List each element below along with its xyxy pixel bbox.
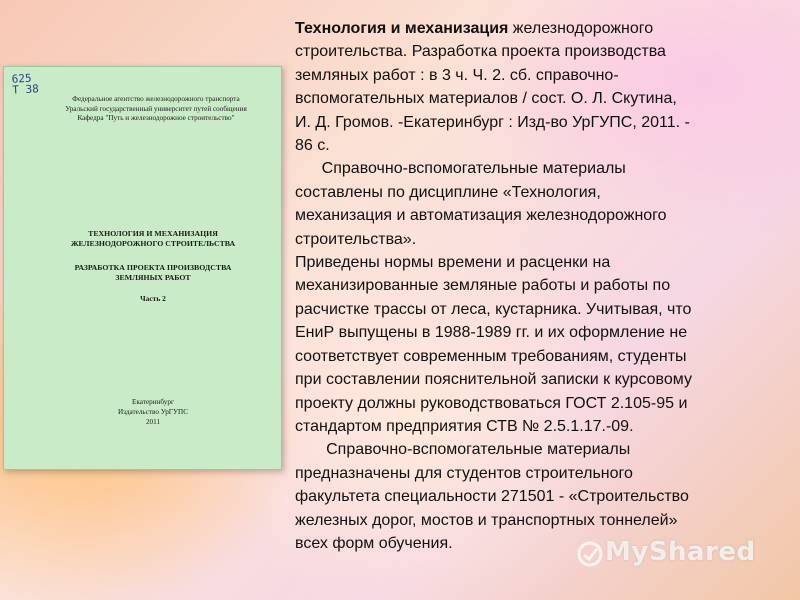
cover-subtitle-line: РАЗРАБОТКА ПРОЕКТА ПРОИЗВОДСТВА <box>74 263 232 272</box>
cover-footer-line: Издательство УрГУПС <box>117 408 189 416</box>
text-line: строительства. Разработка проекта производства <box>295 43 666 61</box>
cover-header-line: Федеральное агентство железнодорожного транспорта <box>72 95 240 103</box>
cover-part: Часть 2 <box>140 294 166 303</box>
description-text <box>295 17 795 555</box>
cover-header-line: Уральский государственный университет путей сообщения <box>65 104 247 113</box>
cover-subtitle <box>38 263 268 283</box>
text-line: механизированные земляные работы и работы по <box>295 277 671 295</box>
text-line: расчистке трассы от леса, кустарника. Учитывая, что <box>295 300 692 318</box>
text-line: механизация и автоматизация железнодорожного <box>295 207 667 225</box>
cover-footer-line: Екатеринбург <box>132 398 174 406</box>
text-line: Справочно-вспомогательные материалы <box>295 441 631 459</box>
book-cover-image <box>3 66 282 470</box>
stamp-line: 625 <box>11 71 32 86</box>
text-line: проекту должны руководствоваться ГОСТ 2.105-95 и <box>295 394 688 412</box>
text-line: стандартом предприятия СТВ № 2.5.1.17.-09. <box>295 417 634 435</box>
myshared-logo-icon <box>576 540 604 568</box>
text-line <box>295 17 795 40</box>
text-line: 86 с. <box>295 137 330 155</box>
text-line: строительства». <box>295 230 417 248</box>
cover-header-line: Кафедра "Путь и железнодорожное строительство" <box>77 114 235 122</box>
library-stamp <box>11 72 39 95</box>
cover-header <box>44 95 268 124</box>
cover-title-line: ЖЕЛЕЗНОДОРОЖНОГО СТРОИТЕЛЬСТВА <box>70 239 236 248</box>
text-line: всех форм обучения. <box>295 534 453 552</box>
text-line: соответствует современным требованиям, студенты <box>295 347 687 365</box>
book-title: Технология и механизация <box>295 20 509 37</box>
text-line: предназначены для студентов строительного <box>295 464 633 482</box>
title-continuation: железнодорожного <box>508 20 654 37</box>
watermark: MyShared <box>605 537 756 567</box>
text-line: при составлении пояснительной записки к курсовому <box>295 371 692 389</box>
cover-title-line: ТЕХНОЛОГИЯ И МЕХАНИЗАЦИЯ <box>88 229 218 238</box>
text-line: Справочно-вспомогательные материалы <box>295 160 626 178</box>
cover-footer <box>38 397 268 427</box>
stamp-line: Т 38 <box>11 82 40 97</box>
cover-subtitle-line: ЗЕМЛЯНЫХ РАБОТ <box>115 273 191 282</box>
cover-footer-line: 2011 <box>145 418 161 426</box>
text-line: вспомогательных материалов / сост. О. Л. Скутина, <box>295 90 677 108</box>
text-line: Приведены нормы времени и расценки на <box>295 254 611 272</box>
text-line: земляных работ : в 3 ч. Ч. 2. сб. справочно- <box>295 66 619 84</box>
text-line: железных дорог, мостов и транспортных тоннелей» <box>295 511 678 529</box>
cover-title <box>38 229 268 249</box>
text-line: составлены по дисциплине «Технология, <box>295 183 601 201</box>
text-line: И. Д. Громов. -Екатеринбург : Изд-во УрГУПС, 2011. - <box>295 113 690 131</box>
text-line: факультета специальности 271501 - «Строительство <box>295 488 689 506</box>
text-line: ЕниР выпущены в 1988-1989 гг. и их оформление не <box>295 324 688 342</box>
